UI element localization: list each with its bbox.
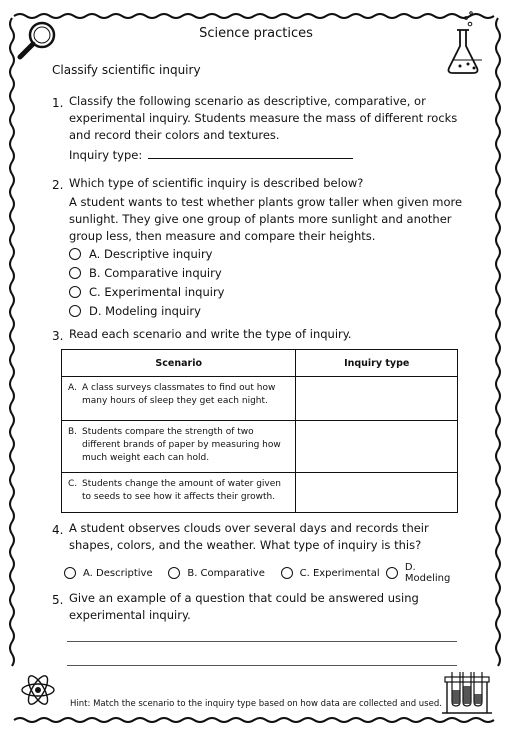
table-row (62, 421, 458, 473)
q4-option-a[interactable]: A. Descriptive (64, 562, 168, 584)
q4-text: A student observes clouds over several days and records their shapes, colors, and the weather. What type of inquiry is this? (69, 521, 429, 552)
q1-number: 1. (52, 96, 64, 110)
inquiry-answer-cell[interactable] (296, 377, 458, 421)
q2-question: Which type of scientific inquiry is described below? (69, 176, 364, 190)
table-row (62, 473, 458, 513)
scenario-cell: C. Students change the amount of water given to seeds to see how it affects their growth. (62, 473, 296, 513)
q1-text: Classify the following scenario as descriptive, comparative, or experimental inquiry. Students measure the mass of different rocks and record their colors and textures. (69, 94, 458, 142)
radio-circle-icon[interactable] (386, 567, 398, 579)
table-header-inquiry-type: Inquiry type (296, 350, 458, 377)
scenario-cell: B. Students compare the strength of two different brands of paper by measuring how much weight each can hold. (62, 421, 296, 473)
q2-option-a[interactable]: A. Descriptive inquiry (69, 244, 224, 263)
page-subtitle: Classify scientific inquiry (52, 63, 201, 77)
hint-text: Hint: Match the scenario to the inquiry type based on how data are collected and used. (70, 699, 442, 709)
q2-number: 2. (52, 178, 64, 192)
radio-circle-icon[interactable] (69, 286, 81, 298)
scenario-table (61, 349, 458, 513)
q4-option-b[interactable]: B. Comparative (168, 562, 280, 584)
q5-text: Give an example of a question that could be answered using experimental inquiry. (69, 591, 419, 622)
q4-number: 4. (52, 523, 64, 537)
q5-number: 5. (52, 593, 64, 607)
q3-number: 3. (52, 329, 64, 343)
flask-icon (449, 12, 483, 73)
q1-answer-line[interactable] (148, 146, 353, 159)
q5-answer-line-2[interactable] (67, 665, 457, 666)
q4-option-d[interactable]: D. Modeling (386, 562, 464, 584)
q2-option-c[interactable]: C. Experimental inquiry (69, 282, 224, 301)
table-header-scenario: Scenario (62, 350, 296, 377)
q2-option-b[interactable]: B. Comparative inquiry (69, 263, 224, 282)
radio-circle-icon[interactable] (69, 305, 81, 317)
scenario-cell: A. A class surveys classmates to find out how many hours of sleep they get each night. (62, 377, 296, 421)
q4-options (64, 562, 464, 584)
q2-option-d[interactable]: D. Modeling inquiry (69, 301, 224, 320)
table-row (62, 377, 458, 421)
q5-answer-line-1[interactable] (67, 641, 457, 642)
inquiry-answer-cell[interactable] (296, 473, 458, 513)
page-title: Science practices (199, 26, 313, 41)
q1-answer-row (69, 146, 353, 164)
q2-options (69, 244, 224, 320)
radio-circle-icon[interactable] (69, 248, 81, 260)
radio-circle-icon[interactable] (281, 567, 293, 579)
q4-option-c[interactable]: C. Experimental (281, 562, 386, 584)
radio-circle-icon[interactable] (64, 567, 76, 579)
radio-circle-icon[interactable] (168, 567, 180, 579)
q1-prompt: Inquiry type: (69, 148, 143, 162)
inquiry-answer-cell[interactable] (296, 421, 458, 473)
q2-scenario: A student wants to test whether plants grow taller when given more sunlight. They give one group of plants more sunlight and another group less, then measure and compare their heights. (69, 195, 463, 243)
radio-circle-icon[interactable] (69, 267, 81, 279)
q3-text: Read each scenario and write the type of inquiry. (69, 327, 352, 341)
